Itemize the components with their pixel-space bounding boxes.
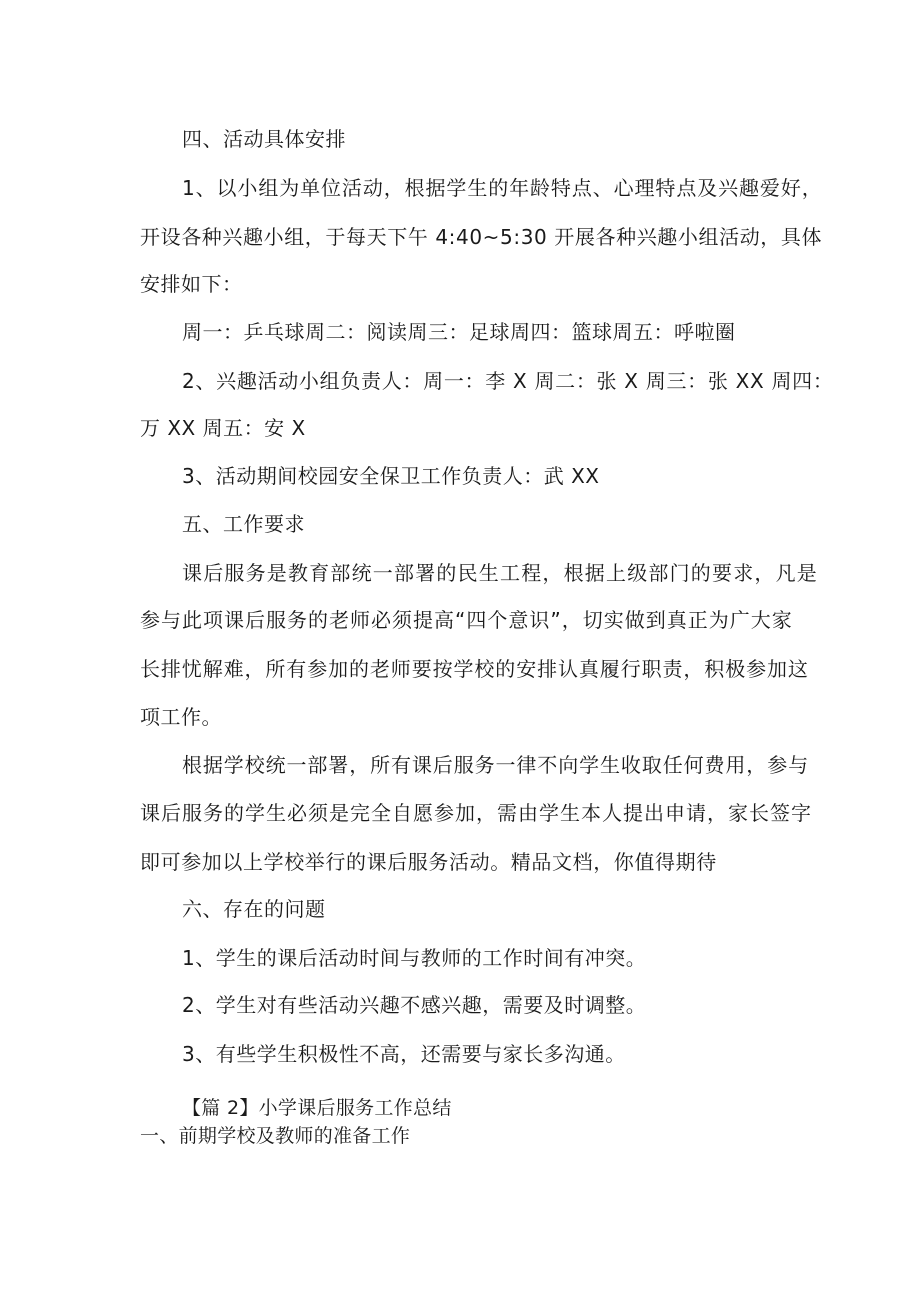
list-item: 1、学生的课后活动时间与教师的工作时间有冲突。 bbox=[182, 946, 647, 970]
list-item: 2、学生对有些活动兴趣不感兴趣，需要及时调整。 bbox=[182, 993, 647, 1017]
schedule-line: 周一：乒乓球周二：阅读周三：足球周四：篮球周五：呼啦圈 bbox=[182, 320, 736, 344]
paragraph-line: 课后服务的学生必须是完全自愿参加，需由学生本人提出申请，家长签字 bbox=[140, 801, 812, 825]
paragraph-line: 2、兴趣活动小组负责人：周一：李 X 周二：张 X 周三：张 XX 周四： bbox=[182, 369, 834, 393]
list-item: 3、有些学生积极性不高，还需要与家长多沟通。 bbox=[182, 1042, 626, 1066]
paragraph-line: 开设各种兴趣小组，于每天下午 4:40~5:30 开展各种兴趣小组活动，具体 bbox=[140, 225, 823, 249]
paragraph-line: 课后服务是教育部统一部署的民生工程，根据上级部门的要求，凡是 bbox=[182, 561, 818, 585]
paragraph-line: 万 XX 周五：安 X bbox=[140, 416, 306, 440]
section-heading-work-requirements: 五、工作要求 bbox=[182, 512, 305, 536]
paragraph-line: 3、活动期间校园安全保卫工作负责人：武 XX bbox=[182, 464, 600, 488]
paragraph-line: 参与此项课后服务的老师必须提高“四个意识”，切实做到真正为广大家 bbox=[140, 608, 793, 632]
section-heading-activity-arrangement: 四、活动具体安排 bbox=[182, 127, 346, 151]
paragraph-line: 长排忧解难，所有参加的老师要按学校的安排认真履行职责，积极参加这 bbox=[140, 657, 809, 681]
paragraph-line: 安排如下： bbox=[140, 272, 243, 296]
section-heading-existing-problems: 六、存在的问题 bbox=[182, 897, 326, 921]
paragraph-line: 即可参加以上学校举行的课后服务活动。精品文档，你值得期待 bbox=[140, 850, 717, 874]
paragraph-line: 根据学校统一部署，所有课后服务一律不向学生收取任何费用，参与 bbox=[182, 753, 809, 777]
paragraph-line: 项工作。 bbox=[140, 705, 222, 729]
article-title: 【篇 2】小学课后服务工作总结 bbox=[182, 1097, 452, 1119]
section-heading-preparation: 一、前期学校及教师的准备工作 bbox=[140, 1125, 411, 1147]
paragraph-line: 1、以小组为单位活动，根据学生的年龄特点、心理特点及兴趣爱好， bbox=[182, 176, 823, 200]
